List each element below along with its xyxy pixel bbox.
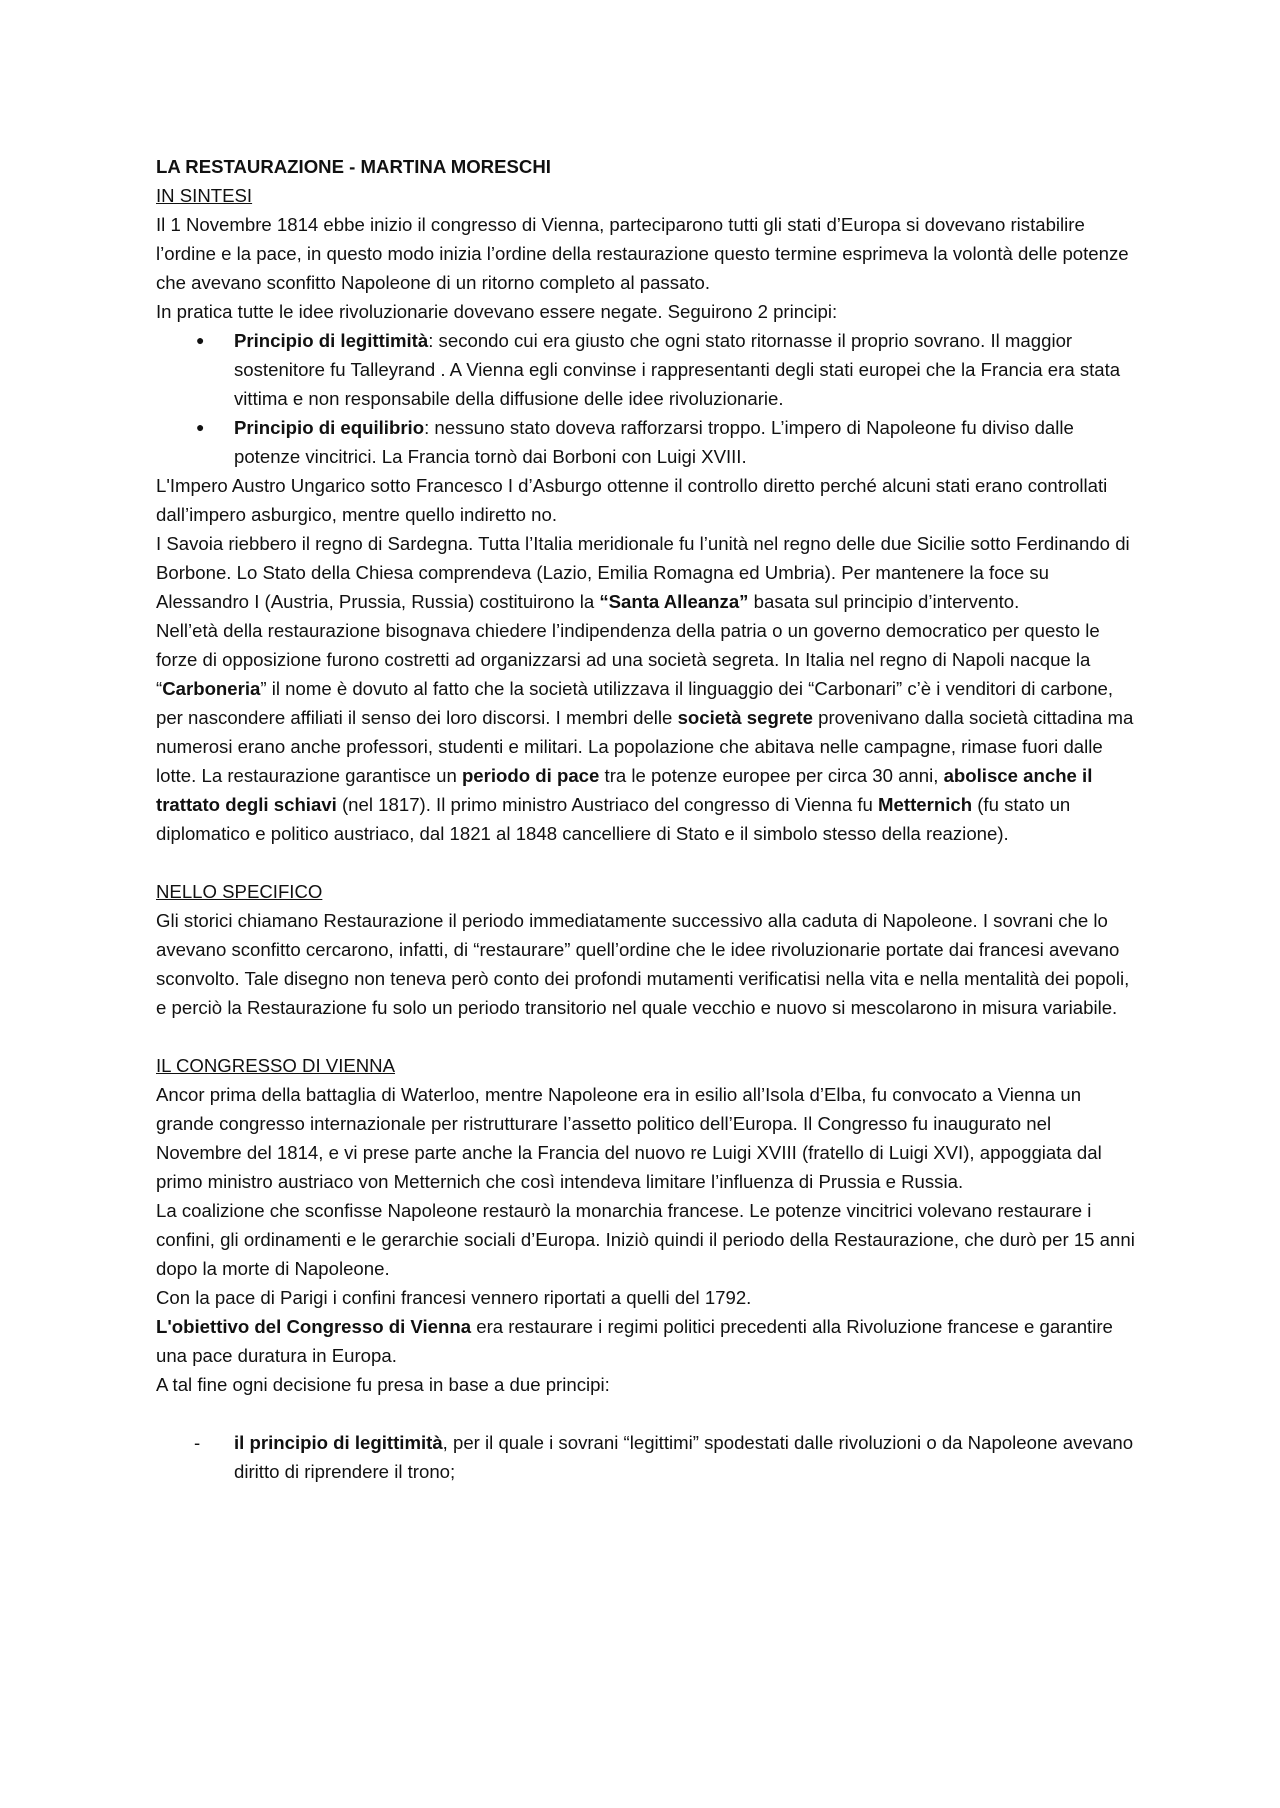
- text-run: ” il nome è dovuto al fatto che la società utilizzava il linguaggio dei “Carbonari” c’è i venditori di carbone, per nascondere affiliati il senso dei loro discorsi. I membri delle: [156, 678, 1114, 728]
- paragraph: La coalizione che sconfisse Napoleone restaurò la monarchia francese. Le potenze vincitrici volevano restaurare i confini, gli ordinamenti e le gerarchie sociali d’Europa. Iniziò quindi il periodo della Restaurazione, che durò per 15 anni dopo la morte di Napoleone.: [156, 1200, 1135, 1279]
- bold-term: abolisce anche il trattato degli schiavi: [156, 765, 1093, 815]
- spacer: [156, 1022, 1136, 1051]
- paragraph: Con la pace di Parigi i confini francesi vennero riportati a quelli del 1792.: [156, 1287, 752, 1308]
- dash-icon: -: [194, 1432, 201, 1453]
- document-body: [156, 152, 1136, 1486]
- section-heading-nello-specifico: NELLO SPECIFICO: [156, 881, 323, 902]
- bold-term: Principio di legittimità: [234, 330, 429, 351]
- paragraph: Ancor prima della battaglia di Waterloo, mentre Napoleone era in esilio all’Isola d’Elba, fu convocato a Vienna un grande congresso internazionale per ristrutturare l’assetto politico dell’Europa. Il Congresso fu inaugurato nel Novembre del 1814, e vi prese parte anche la Francia del nuovo re Luigi XVIII (fratello di Luigi XVI), appoggiata dal primo ministro austriaco von Metternich che così intendeva limitare l’influenza di Prussia e Russia.: [156, 1084, 1102, 1192]
- document-title: LA RESTAURAZIONE - MARTINA MORESCHI: [156, 156, 551, 177]
- bold-term: periodo di pace: [461, 765, 600, 786]
- bullet-list: [156, 326, 1136, 471]
- paragraph: [156, 529, 1136, 616]
- list-item-text: : nessuno stato doveva rafforzarsi troppo. L’impero di Napoleone fu diviso dalle potenze vincitrici. La Francia tornò dai Borboni con Luigi XVIII.: [234, 417, 1074, 467]
- bold-term: società segrete: [677, 707, 813, 728]
- paragraph: Il 1 Novembre 1814 ebbe inizio il congresso di Vienna, parteciparono tutti gli stati d’Europa si dovevano ristabilire l’ordine e la pace, in questo modo inizia l’ordine della restaurazione questo termine esprimeva la volontà delle potenze che avevano sconfitto Napoleone di un ritorno completo al passato.: [156, 214, 1129, 293]
- bold-term: il principio di legittimità: [234, 1432, 443, 1453]
- list-item-text: , per il quale i sovrani “legittimi” spodestati dalle rivoluzioni o da Napoleone avevano diritto di riprendere il trono;: [234, 1432, 1134, 1482]
- paragraph: In pratica tutte le idee rivoluzionarie dovevano essere negate. Seguirono 2 principi:: [156, 301, 838, 322]
- paragraph: Gli storici chiamano Restaurazione il periodo immediatamente successivo alla caduta di Napoleone. I sovrani che lo avevano sconfitto cercarono, infatti, di “restaurare” quell’ordine che le idee rivoluzionarie portate dai francesi avevano sconvolto. Tale disegno non teneva però conto dei profondi mutamenti verificatisi nella vita e nella mentalità dei popoli, e perciò la Restaurazione fu solo un periodo transitorio nel quale vecchio e nuovo si mescolarono in misura variabile.: [156, 910, 1130, 1018]
- bold-term: Metternich: [878, 794, 973, 815]
- paragraph: [156, 1312, 1136, 1370]
- text-run: era restaurare i regimi politici precedenti alla Rivoluzione francese e garantire una pace duratura in Europa.: [156, 1316, 1113, 1366]
- bullet-icon: ●: [196, 332, 205, 348]
- spacer: [156, 848, 1136, 877]
- section-heading-congresso-di-vienna: IL CONGRESSO DI VIENNA: [156, 1055, 396, 1076]
- list-item: [156, 413, 1136, 471]
- bold-term: Carboneria: [162, 678, 261, 699]
- spacer: [156, 1399, 1136, 1428]
- paragraph: A tal fine ogni decisione fu presa in base a due principi:: [156, 1374, 610, 1395]
- bold-term: “Santa Alleanza”: [599, 591, 749, 612]
- text-run: Nell’età della restaurazione bisognava chiedere l’indipendenza della patria o un governo democratico per questo le forze di opposizione furono costretti ad organizzarsi ad una società segreta. In Italia nel regno di Napoli nacque la “: [156, 620, 1100, 699]
- list-item: [156, 1428, 1136, 1486]
- bullet-icon: ●: [196, 419, 205, 435]
- text-run: provenivano dalla società cittadina ma numerosi erano anche professori, studenti e militari. La popolazione che abitava nelle campagne, rimase fuori dalle lotte. La restaurazione garantisce un: [156, 707, 1134, 786]
- text-run: I Savoia riebbero il regno di Sardegna. Tutta l’Italia meridionale fu l’unità nel regno delle due Sicilie sotto Ferdinando di Borbone. Lo Stato della Chiesa comprendeva (Lazio, Emilia Romagna ed Umbria). Per mantenere la foce su Alessandro I (Austria, Prussia, Russia) costituirono la: [156, 533, 1130, 612]
- text-run: (nel 1817). Il primo ministro Austriaco del congresso di Vienna fu: [336, 794, 879, 815]
- list-item-text: : secondo cui era giusto che ogni stato ritornasse il proprio sovrano. Il maggior sostenitore fu Talleyrand . A Vienna egli convinse i rappresentanti degli stati europei che la Francia era stata vittima e non responsabile della diffusione delle idee rivoluzionarie.: [234, 330, 1121, 409]
- bold-term: Principio di equilibrio: [234, 417, 425, 438]
- list-item: [156, 326, 1136, 413]
- bold-term: L'obiettivo del Congresso di Vienna: [156, 1316, 472, 1337]
- paragraph: L'Impero Austro Ungarico sotto Francesco I d’Asburgo ottenne il controllo diretto perché alcuni stati erano controllati dall’impero asburgico, mentre quello indiretto no.: [156, 475, 1108, 525]
- text-run: tra le potenze europee per circa 30 anni,: [599, 765, 944, 786]
- dash-list: [156, 1428, 1136, 1486]
- text-run: (fu stato un diplomatico e politico austriaco, dal 1821 al 1848 cancelliere di Stato e il simbolo stesso della reazione).: [156, 794, 1071, 844]
- text-run: basata sul principio d’intervento.: [748, 591, 1020, 612]
- section-heading-in-sintesi: IN SINTESI: [156, 185, 253, 206]
- paragraph: [156, 616, 1136, 848]
